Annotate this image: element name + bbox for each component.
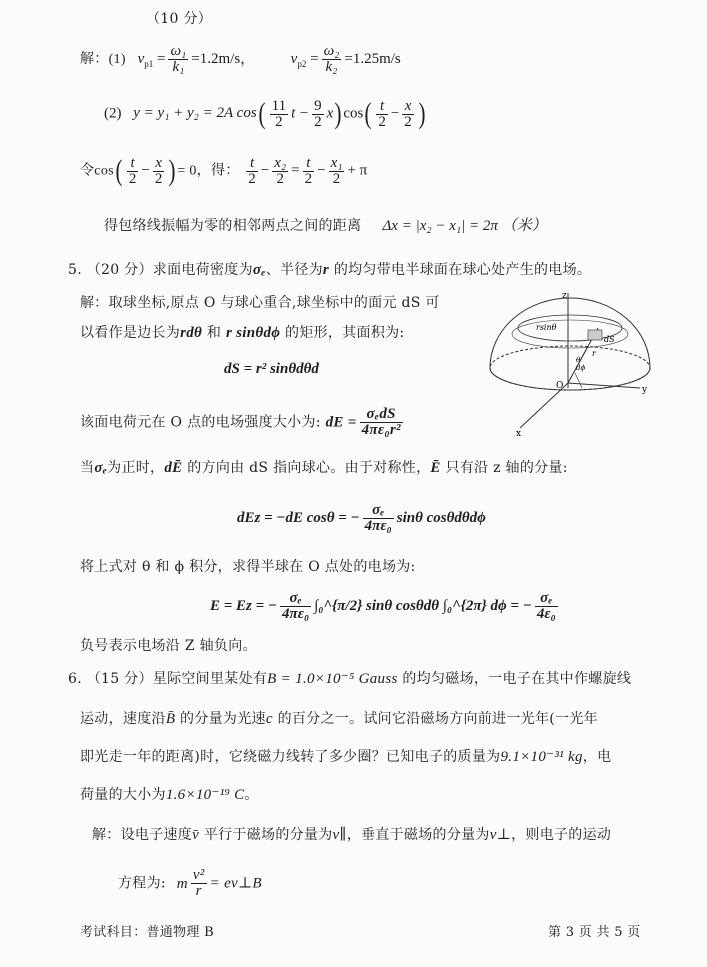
l3-x-den: 2 bbox=[154, 170, 163, 187]
q5-s4f: Ē bbox=[430, 460, 441, 476]
vp2-value: =1.25m/s bbox=[344, 50, 401, 67]
q5-sol-line5: 将上式对 θ 和 ϕ 积分，求得半球在 O 点处的电场为: bbox=[80, 559, 416, 575]
fig-r: r bbox=[592, 349, 596, 358]
q6-l2b: B̄ bbox=[165, 711, 176, 727]
q6-l3a: 即光走一年的距离)时，它绕磁力线转了多少圈？已知电子的质量为 bbox=[80, 749, 501, 765]
q6-l2e: 的百分之一。试问它沿磁场方向前进一光年(一光年 bbox=[272, 711, 598, 727]
q5-s3: 该面电荷元在 O 点的电场强度大小为: bbox=[80, 414, 321, 431]
dE-num: σₑdS bbox=[360, 407, 403, 423]
sol4-prefix: 解：(1) bbox=[80, 51, 126, 67]
q6-line3 bbox=[80, 746, 611, 766]
l3-x-num: x bbox=[153, 156, 165, 172]
eq-zero: = 0，得： bbox=[177, 163, 240, 179]
fig-rsin: rsinθ bbox=[536, 323, 557, 332]
fa-den: 2 bbox=[248, 170, 256, 187]
let-cos: 令cos bbox=[80, 163, 114, 179]
q6-sol-line1 bbox=[92, 824, 611, 844]
envelope-text: 得包络线振幅为零的相邻两点之间的距离 bbox=[104, 218, 362, 234]
q5-s2c: 和 bbox=[202, 325, 226, 341]
vp1-value: =1.2m/s， bbox=[191, 50, 256, 67]
q5-sol-line3 bbox=[80, 407, 406, 438]
vp1-var: v bbox=[137, 50, 145, 67]
q6-l2a: 运动，速度沿 bbox=[80, 711, 166, 727]
q5-sol-line1: 解：取球坐标,原点 O 与球心重合,球坐标中的面元 dS 可 bbox=[80, 295, 440, 311]
E-num: σₑ bbox=[280, 591, 311, 607]
frac-9-den: 2 bbox=[314, 113, 322, 130]
frac-x-num: x bbox=[402, 99, 414, 115]
delta-x-eq: Δx = |x₂ − x₁| = 2π （米） bbox=[382, 218, 547, 234]
q6-l1b: B = 1.0×10⁻⁵ Gauss bbox=[267, 671, 398, 687]
q6-s1f: v⊥ bbox=[489, 827, 512, 843]
q6-s1d: v∥ bbox=[332, 827, 347, 843]
previous-score: （10 分） bbox=[146, 11, 213, 27]
fig-theta: θ bbox=[576, 356, 581, 364]
q6-s1g: ，则电子的运动 bbox=[511, 827, 612, 843]
fig-y: y bbox=[642, 385, 648, 395]
q6-s2den: r bbox=[195, 883, 202, 899]
q5-sigma: σₑ bbox=[252, 262, 266, 278]
fig-dphi: dϕ bbox=[576, 364, 586, 372]
hemisphere-figure bbox=[480, 288, 670, 438]
q5-s4g: 只有沿 z 轴的分量: bbox=[440, 460, 568, 476]
sol4-part2-prefix: (2) bbox=[104, 105, 122, 122]
dEz-den: 4πε₀ bbox=[364, 518, 392, 534]
fig-o: O bbox=[556, 381, 564, 391]
vp2-num: ω₂ bbox=[323, 43, 340, 59]
frac-t-den: 2 bbox=[378, 113, 386, 130]
frac-x-den: 2 bbox=[404, 113, 412, 130]
q5-r: r bbox=[322, 262, 330, 278]
q5-s2b: rdθ bbox=[180, 325, 203, 341]
q6-l4b: 1.6×10⁻¹⁹ C bbox=[165, 787, 245, 803]
E-lhs: E = Ez = − bbox=[210, 597, 278, 614]
l3-t-num: t bbox=[127, 156, 139, 172]
dE-lhs: dE = bbox=[325, 414, 357, 431]
fa-num: t bbox=[246, 156, 258, 172]
q5-s2e: 的矩形，其面积为: bbox=[280, 325, 405, 341]
E-int2: ∫₀^{2π} dϕ = − bbox=[442, 597, 532, 614]
q6-sol-line2 bbox=[118, 868, 262, 899]
q5-s4a: 当 bbox=[80, 460, 95, 476]
q5-title-c: 的均匀带电半球面在球心处产生的电场。 bbox=[329, 262, 592, 278]
q6-line4 bbox=[80, 784, 259, 804]
q6-l2c: 的分量为光速 bbox=[175, 711, 266, 727]
q6-s1a: 解：设电子速度 bbox=[92, 827, 193, 843]
q6-l2d: c bbox=[265, 711, 273, 727]
frac-11-den: 2 bbox=[275, 113, 283, 130]
dEz-equation bbox=[237, 503, 486, 534]
vp2-var: v bbox=[290, 50, 298, 67]
q5-s4e: 的方向由 dS 指向球心。由于对称性， bbox=[182, 460, 431, 476]
fc-den: 2 bbox=[304, 170, 313, 187]
E-equation bbox=[210, 591, 561, 622]
fd-den: 2 bbox=[332, 170, 341, 187]
q5-s4d: dĒ bbox=[164, 460, 183, 476]
minus: − bbox=[390, 105, 400, 122]
E-den2: 4ε₀ bbox=[536, 606, 556, 622]
vp1-num: ω₁ bbox=[170, 43, 187, 59]
vp1-sub: p1 bbox=[144, 58, 154, 69]
q5-title-b: 、半径为 bbox=[265, 262, 323, 278]
q6-s2c: = ev⊥B bbox=[209, 875, 262, 892]
q6-l1c: 的均匀磁场，一电子在其中作螺旋线 bbox=[397, 671, 632, 687]
fig-z: z bbox=[562, 291, 567, 301]
E-num2: σₑ bbox=[535, 591, 558, 607]
q6-s1b: v̄ bbox=[192, 827, 200, 843]
cos2: cos bbox=[343, 105, 364, 122]
x-var: x bbox=[326, 105, 334, 122]
dEz-rhs: sinθ cosθdθdϕ bbox=[396, 509, 486, 526]
q5-title-a: 5. （20 分）求面电荷密度为 bbox=[68, 262, 253, 278]
q6-s2num: v² bbox=[192, 867, 205, 883]
solution4-line2: (2) y = y₁ + y₂ = 2A cos( $\frac{11}{2}$ t − $\frac{9}{2}$ x) cos( $\frac{t}{2}$ − $\frac{x}{2}$ ) bbox=[104, 97, 426, 130]
vp2-fraction bbox=[322, 44, 342, 75]
solution4-line3: 令cos( $\frac{t}{2}$ − $\frac{x}{2}$ ) = 0，得： $\frac{t}{2}$ − $\frac{\text{x₂}}{2}$ = $\frac{t}{2}$ − $\frac{\text{x₁}}{2}$ + π bbox=[80, 154, 368, 187]
q6-s1c: 平行于磁场的分量为 bbox=[199, 827, 333, 843]
q6-line2 bbox=[80, 708, 598, 728]
fd-num: x₁ bbox=[330, 154, 343, 171]
frac-t-num: t bbox=[376, 99, 388, 115]
E-int1: ∫₀^{π/2} sinθ cosθdθ bbox=[314, 597, 439, 614]
dEz-lhs: dEz = −dE cosθ = − bbox=[237, 509, 360, 526]
dE-den: 4πε₀r² bbox=[361, 422, 401, 438]
solution4-line4 bbox=[104, 214, 547, 235]
q6-s1e: ，垂直于磁场的分量为 bbox=[346, 827, 490, 843]
t-minus: t − bbox=[291, 105, 310, 122]
fb-den: 2 bbox=[276, 170, 284, 187]
plus-pi: + π bbox=[347, 162, 368, 179]
footer-subject: 考试科目：普通物理 B bbox=[80, 925, 214, 940]
q5-sol-line6: 负号表示电场沿 Z 轴负向。 bbox=[80, 638, 257, 654]
vp1-fraction bbox=[168, 44, 188, 75]
vp2-den: k₂ bbox=[325, 59, 338, 75]
frac-11-num: 11 bbox=[271, 97, 287, 114]
q6-l3c: ，电 bbox=[582, 749, 612, 765]
q5-s2a: 以看作是边长为 bbox=[80, 325, 181, 341]
footer-page: 第 3 页 共 5 页 bbox=[548, 925, 641, 940]
fig-x: x bbox=[516, 429, 522, 438]
q5-sol-line4 bbox=[80, 457, 568, 477]
q6-l3b: 9.1×10⁻³¹ kg bbox=[500, 749, 583, 765]
fc-num: t bbox=[303, 156, 315, 172]
vp1-den: k₁ bbox=[172, 59, 185, 75]
solution4-line1: 解：(1) $v_{p1}$ = $\frac{\text{ω₁}}{\text{k₁}}$ =1.2m/s， $v_{p2}$ = $\frac{\text{ω₂}}{\text{k₂}}$ =1.25m/s bbox=[80, 43, 401, 75]
q6-l1a: 6. （15 分）星际空间里某处有 bbox=[68, 671, 268, 687]
E-den: 4πε₀ bbox=[282, 606, 310, 622]
q6-line1 bbox=[68, 668, 631, 688]
l3-t-den: 2 bbox=[128, 170, 137, 187]
q6-s2b: m bbox=[176, 875, 188, 892]
frac-9-num: 9 bbox=[314, 97, 322, 114]
q5-title bbox=[68, 259, 591, 279]
q5-s4c: 为正时， bbox=[107, 460, 165, 476]
wave-sum-eq: y = y₁ + y₂ = 2A cos bbox=[133, 105, 257, 122]
q6-l4a: 荷量的大小为 bbox=[80, 787, 166, 803]
dEz-num: σₑ bbox=[363, 503, 394, 519]
q5-s2d: r sinθdϕ bbox=[225, 325, 281, 341]
q5-s4b: σₑ bbox=[94, 460, 108, 476]
q5-sol-line2 bbox=[80, 322, 404, 342]
fb-num: x₂ bbox=[274, 154, 287, 171]
ds-equation: dS = r² sinθdθd bbox=[224, 361, 319, 377]
vp2-sub: p2 bbox=[297, 58, 307, 69]
fig-ds: dS bbox=[604, 335, 615, 344]
q6-s2a: 方程为: bbox=[118, 875, 166, 892]
q6-l4c: 。 bbox=[244, 787, 259, 803]
